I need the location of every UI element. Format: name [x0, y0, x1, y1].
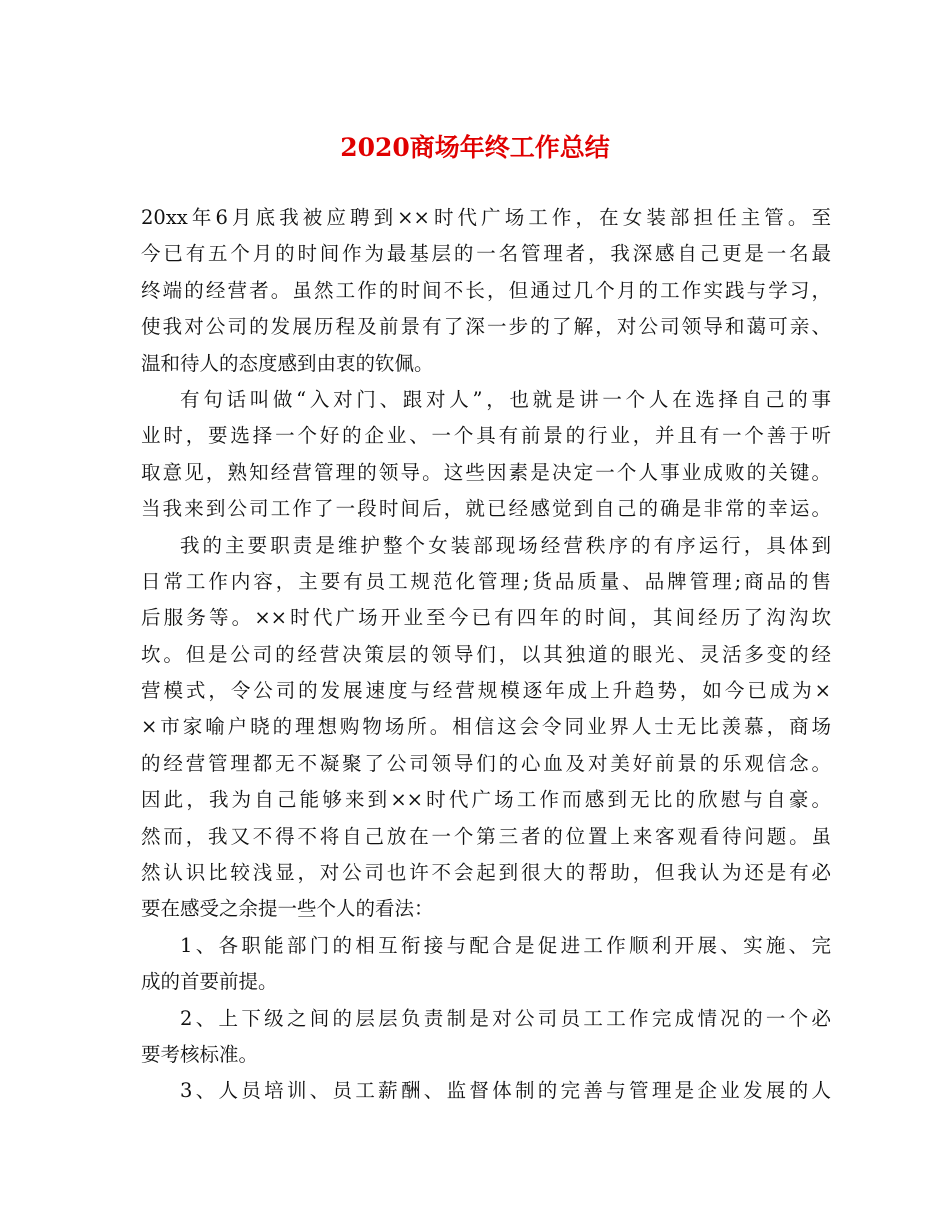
text-line: 今已有五个月的时间作为最基层的一名管理者，我深感自己更是一名最	[141, 242, 831, 266]
paragraph-4	[141, 928, 831, 1001]
document-body	[141, 200, 831, 1110]
paragraph-6	[141, 1073, 831, 1109]
text-line: 当我来到公司工作了一段时间后，就已经感觉到自己的确是非常的幸运。	[141, 497, 831, 521]
text-line: 1、各职能部门的相互衔接与配合是促进工作顺利开展、实施、完	[180, 933, 831, 957]
text-line: 坎。但是公司的经营决策层的领导们，以其独道的眼光、灵活多变的经	[141, 642, 831, 666]
text-line: 营模式，令公司的发展速度与经营规模逐年成上升趋势，如今已成为×	[141, 679, 831, 703]
text-line: 终端的经营者。虽然工作的时间不长，但通过几个月的工作实践与学习，	[141, 278, 831, 302]
text-line: 3、人员培训、员工薪酬、监督体制的完善与管理是企业发展的人	[180, 1079, 831, 1103]
text-line: 20xx年6月底我被应聘到××时代广场工作，在女装部担任主管。至	[141, 206, 831, 229]
text-line: 因此，我为自己能够来到××时代广场工作而感到无比的欣慰与自豪。	[141, 788, 831, 812]
paragraph-5	[141, 1001, 831, 1074]
paragraph-3	[141, 528, 831, 928]
text-line: 有句话叫做“入对门、跟对人”，也就是讲一个人在选择自己的事	[180, 387, 831, 411]
text-line: 要在感受之余提一些个人的看法：	[141, 897, 434, 921]
text-line: 取意见，熟知经营管理的领导。这些因素是决定一个人事业成败的关键。	[141, 460, 831, 484]
text-line: 的经营管理都无不凝聚了公司领导们的心血及对美好前景的乐观信念。	[141, 751, 831, 775]
text-line: 日常工作内容，主要有员工规范化管理;货品质量、品牌管理;商品的售	[141, 569, 831, 593]
text-line: 要考核标准。	[141, 1042, 259, 1066]
text-line: 然而，我又不得不将自己放在一个第三者的位置上来客观看待问题。虽	[141, 824, 831, 848]
text-line: 业时，要选择一个好的企业、一个具有前景的行业，并且有一个善于听	[141, 424, 831, 448]
text-line: 然认识比较浅显，对公司也许不会起到很大的帮助，但我认为还是有必	[141, 861, 831, 885]
document-title: 2020商场年终工作总结	[340, 133, 610, 162]
text-line: 温和待人的态度感到由衷的钦佩。	[141, 351, 434, 375]
paragraph-1	[141, 200, 831, 382]
text-line: ×市家喻户晓的理想购物场所。相信这会令同业界人士无比羡慕，商场	[141, 715, 831, 739]
text-line: 2、上下级之间的层层负责制是对公司员工工作完成情况的一个必	[180, 1006, 831, 1030]
paragraph-2	[141, 382, 831, 528]
text-line: 使我对公司的发展历程及前景有了深一步的了解，对公司领导和蔼可亲、	[141, 315, 831, 339]
text-line: 后服务等。××时代广场开业至今已有四年的时间，其间经历了沟沟坎	[141, 606, 831, 630]
text-line: 我的主要职责是维护整个女装部现场经营秩序的有序运行，具体到	[180, 533, 831, 557]
text-line: 成的首要前提。	[141, 970, 278, 994]
